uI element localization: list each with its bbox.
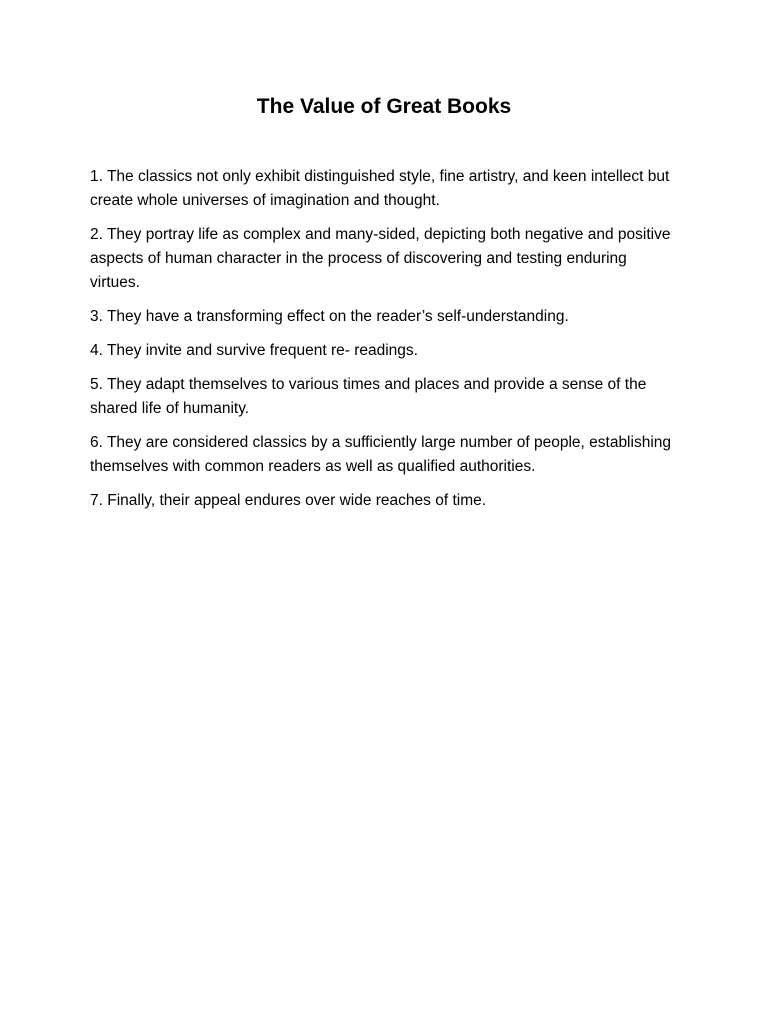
- page-title: The Value of Great Books: [256, 95, 512, 118]
- list-item: 4. They invite and survive frequent re- readings.: [90, 342, 418, 359]
- list-item: 7. Finally, their appeal endures over wide reaches of time.: [90, 492, 487, 509]
- list-item: 2. They portray life as complex and many-sided, depicting both negative and positive aspects of human character in the process of discovering and testing enduring virtues.: [90, 226, 671, 291]
- list-item: 3. They have a transforming effect on the reader’s self-understanding.: [90, 308, 569, 325]
- points-list: [90, 165, 680, 523]
- list-item: 5. They adapt themselves to various times and places and provide a sense of the shared life of humanity.: [90, 376, 647, 417]
- list-item: 6. They are considered classics by a sufficiently large number of people, establishing themselves with common readers as well as qualified authorities.: [90, 434, 672, 475]
- list-item: 1. The classics not only exhibit distinguished style, fine artistry, and keen intellect but create whole universes of imagination and thought.: [90, 168, 670, 209]
